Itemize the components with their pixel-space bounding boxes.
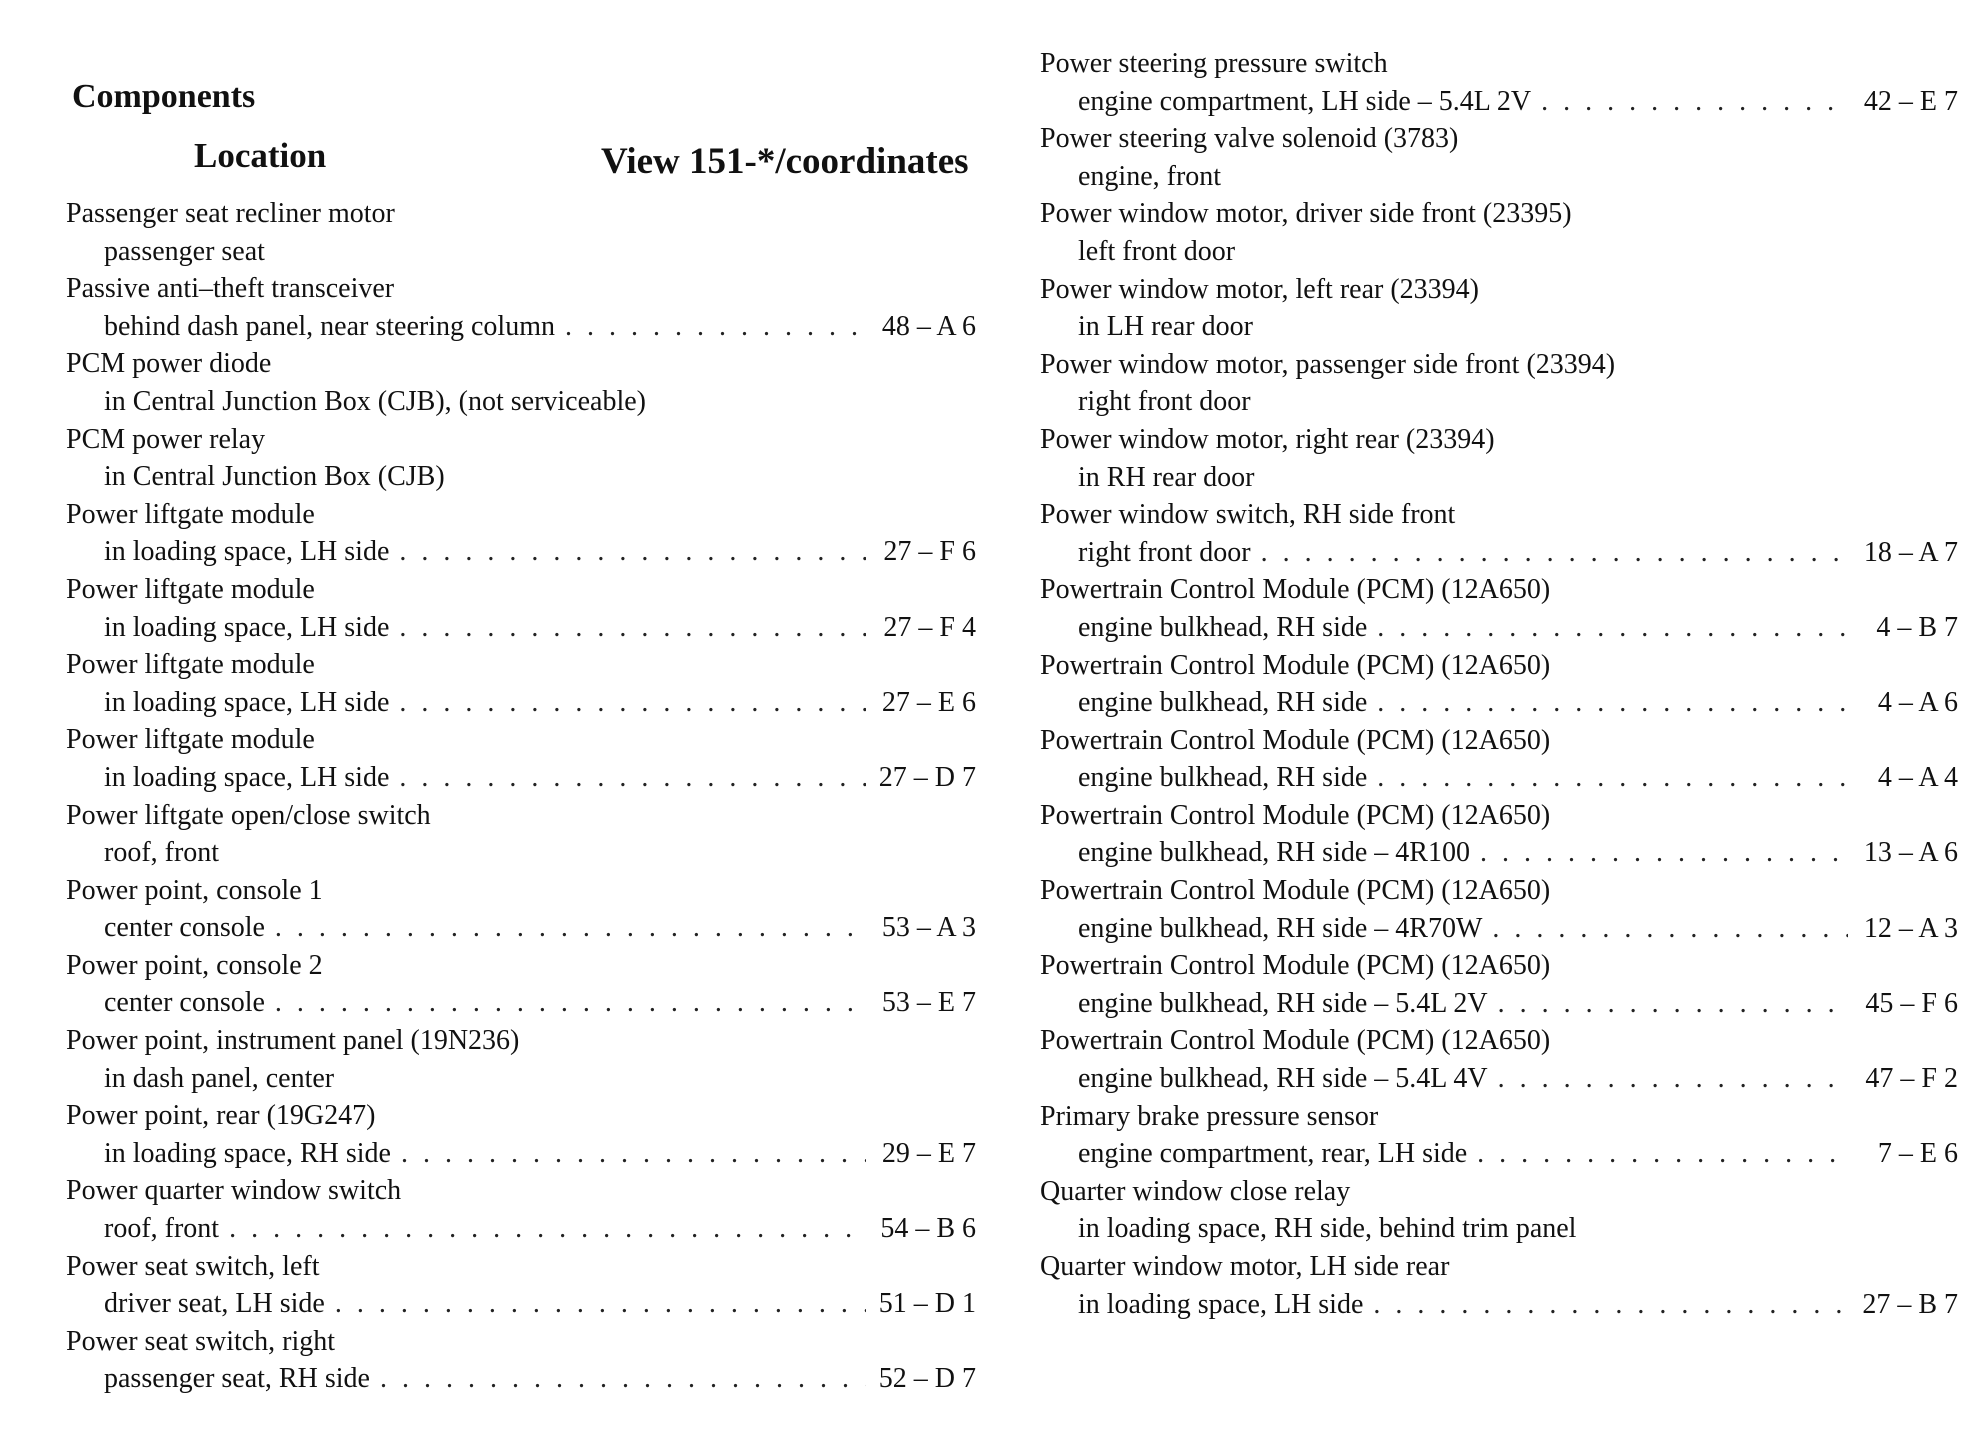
component-name: Powertrain Control Module (PCM) (12A650) — [1040, 799, 1551, 831]
component-entry — [66, 721, 976, 796]
component-entry — [66, 421, 976, 496]
view-coordinates: 48 – A 6 — [881, 310, 976, 342]
location-text: engine bulkhead, RH side – 5.4L 4V — [1078, 1063, 1488, 1095]
component-name: Power point, instrument panel (19N236) — [66, 1025, 520, 1057]
view-coordinates: 7 – E 6 — [1877, 1138, 1958, 1170]
view-coordinates: 29 – E 7 — [881, 1137, 976, 1169]
view-coordinates: 27 – B 7 — [1862, 1288, 1958, 1320]
view-coordinates: 27 – D 7 — [878, 761, 976, 793]
component-name: PCM power relay — [66, 423, 266, 455]
location-row — [66, 308, 976, 346]
component-entry — [66, 496, 976, 571]
component-name: Power window motor, passenger side front (23394) — [1040, 348, 1616, 380]
component-entry — [66, 797, 976, 872]
component-entry — [1040, 346, 1958, 421]
component-entry — [66, 1097, 976, 1172]
component-entry — [1040, 1173, 1958, 1248]
location-row — [1040, 308, 1958, 346]
dot-leader — [1477, 1135, 1848, 1173]
location-text: roof, front — [104, 837, 220, 869]
location-text: behind dash panel, near steering column — [104, 310, 555, 342]
dot-leader — [380, 1360, 866, 1398]
location-text: engine compartment, LH side – 5.4L 2V — [1078, 85, 1532, 117]
location-text: in dash panel, center — [104, 1062, 335, 1094]
component-entry — [1040, 947, 1958, 1022]
dot-leader — [1261, 534, 1848, 572]
component-name: Powertrain Control Module (PCM) (12A650) — [1040, 649, 1551, 681]
location-row — [1040, 684, 1958, 722]
location-row — [1040, 834, 1958, 872]
dot-leader — [1541, 83, 1848, 121]
dot-leader — [275, 984, 866, 1022]
component-entry — [1040, 45, 1958, 120]
component-entry — [1040, 1022, 1958, 1097]
location-text: engine bulkhead, RH side – 5.4L 2V — [1078, 987, 1488, 1019]
dot-leader — [565, 308, 866, 346]
location-row — [66, 984, 976, 1022]
dot-leader — [399, 759, 866, 797]
component-name: Powertrain Control Module (PCM) (12A650) — [1040, 574, 1551, 606]
location-text: engine, front — [1078, 160, 1222, 192]
location-text: in loading space, RH side — [104, 1137, 391, 1169]
component-name: Quarter window close relay — [1040, 1175, 1351, 1207]
component-entry — [66, 646, 976, 721]
location-text: engine compartment, rear, LH side — [1078, 1138, 1468, 1170]
location-row — [1040, 1210, 1958, 1248]
dot-leader — [399, 684, 866, 722]
location-row — [66, 609, 976, 647]
dot-leader — [1377, 759, 1848, 797]
view-coordinates: 13 – A 6 — [1863, 837, 1958, 869]
component-name: Power window switch, RH side front — [1040, 499, 1456, 531]
location-row — [1040, 83, 1958, 121]
location-text: center console — [104, 912, 265, 944]
component-entry — [66, 1323, 976, 1398]
component-entry — [66, 345, 976, 420]
dot-leader — [1492, 910, 1848, 948]
location-row — [1040, 985, 1958, 1023]
component-name: Powertrain Control Module (PCM) (12A650) — [1040, 1025, 1551, 1057]
location-row — [66, 759, 976, 797]
component-entry — [1040, 496, 1958, 571]
location-row — [66, 1285, 976, 1323]
component-name: Powertrain Control Module (PCM) (12A650) — [1040, 875, 1551, 907]
left-entries-list — [66, 195, 976, 1398]
component-name: Powertrain Control Module (PCM) (12A650) — [1040, 950, 1551, 982]
location-row — [1040, 383, 1958, 421]
view-coordinates: 27 – E 6 — [881, 686, 976, 718]
component-entry — [66, 872, 976, 947]
component-name: Power point, rear (19G247) — [66, 1100, 376, 1132]
component-name: Power window motor, driver side front (23395) — [1040, 198, 1572, 230]
component-name: Power seat switch, left — [66, 1250, 320, 1282]
location-row — [66, 1135, 976, 1173]
location-row — [1040, 534, 1958, 572]
component-name: PCM power diode — [66, 348, 272, 380]
component-name: Power steering valve solenoid (3783) — [1040, 123, 1459, 155]
component-entry — [1040, 120, 1958, 195]
location-text: in loading space, LH side — [1078, 1288, 1364, 1320]
location-text: in loading space, LH side — [104, 761, 390, 793]
location-row — [66, 533, 976, 571]
component-entry — [1040, 571, 1958, 646]
view-coordinates: 12 – A 3 — [1863, 912, 1958, 944]
component-name: Power liftgate open/close switch — [66, 799, 431, 831]
location-row — [66, 458, 976, 496]
dot-leader — [275, 909, 866, 947]
location-row — [1040, 1060, 1958, 1098]
view-coordinates: 27 – F 4 — [883, 611, 976, 643]
dot-leader — [399, 609, 866, 647]
location-row — [1040, 910, 1958, 948]
component-entry — [1040, 271, 1958, 346]
location-row — [1040, 1135, 1958, 1173]
view-coordinates: 51 – D 1 — [878, 1288, 976, 1320]
component-name: Power seat switch, right — [66, 1325, 336, 1357]
component-name: Power point, console 1 — [66, 874, 323, 906]
component-name: Passive anti–theft transceiver — [66, 273, 395, 305]
component-name: Power liftgate module — [66, 649, 315, 681]
view-coordinates: 52 – D 7 — [878, 1363, 976, 1395]
component-name: Primary brake pressure sensor — [1040, 1100, 1379, 1132]
location-row — [1040, 233, 1958, 271]
component-name: Passenger seat recliner motor — [66, 198, 395, 229]
component-name: Power window motor, left rear (23394) — [1040, 273, 1479, 305]
dot-leader — [1373, 1286, 1848, 1324]
location-text: in Central Junction Box (CJB), (not serviceable) — [104, 385, 646, 417]
component-entry — [1040, 797, 1958, 872]
view-coordinates-column-heading: View 151-*/coordinates — [601, 141, 969, 182]
location-text: driver seat, LH side — [104, 1288, 325, 1320]
dot-leader — [1377, 609, 1848, 647]
dot-leader — [399, 533, 866, 571]
location-text: roof, front — [104, 1213, 220, 1245]
location-text: engine bulkhead, RH side – 4R70W — [1078, 912, 1483, 944]
component-entry — [66, 571, 976, 646]
component-entry — [1040, 421, 1958, 496]
location-text: in loading space, LH side — [104, 611, 390, 643]
right-entries-list — [1040, 45, 1958, 1323]
location-text: right front door — [1078, 536, 1251, 568]
component-name: Quarter window motor, LH side rear — [1040, 1251, 1450, 1282]
component-name: Powertrain Control Module (PCM) (12A650) — [1040, 724, 1551, 756]
location-text: passenger seat, RH side — [104, 1363, 370, 1395]
location-text: in loading space, LH side — [104, 536, 390, 568]
view-coordinates: 42 – E 7 — [1863, 85, 1958, 117]
view-coordinates: 4 – A 4 — [1877, 762, 1958, 794]
location-row — [66, 1360, 976, 1398]
location-text: left front door — [1078, 235, 1236, 267]
dot-leader — [401, 1135, 866, 1173]
component-entry — [1040, 647, 1958, 722]
location-text: in RH rear door — [1078, 461, 1255, 493]
dot-leader — [1498, 1060, 1848, 1098]
component-entry — [66, 1172, 976, 1247]
component-entry — [1040, 1098, 1958, 1173]
dot-leader — [1498, 985, 1848, 1023]
view-coordinates: 47 – F 2 — [1865, 1063, 1958, 1095]
dot-leader — [335, 1285, 866, 1323]
dot-leader — [1377, 684, 1848, 722]
component-name: Power window motor, right rear (23394) — [1040, 423, 1495, 455]
component-entry — [1040, 195, 1958, 270]
view-coordinates: 53 – A 3 — [881, 912, 976, 944]
location-row — [1040, 158, 1958, 196]
component-entry — [66, 195, 976, 270]
component-entry — [1040, 872, 1958, 947]
view-coordinates: 27 – F 6 — [883, 536, 976, 568]
component-name: Power liftgate module — [66, 573, 315, 605]
location-row — [66, 383, 976, 421]
location-text: in LH rear door — [1078, 311, 1253, 343]
location-row — [1040, 759, 1958, 797]
location-row — [66, 684, 976, 722]
component-name: Power liftgate module — [66, 724, 315, 756]
location-row — [66, 1060, 976, 1098]
location-text: engine bulkhead, RH side – 4R100 — [1078, 837, 1470, 869]
component-name: Power quarter window switch — [66, 1175, 402, 1207]
view-coordinates: 4 – A 6 — [1877, 687, 1958, 719]
location-row — [1040, 1286, 1958, 1324]
component-name: Power liftgate module — [66, 498, 315, 530]
component-entry — [66, 1248, 976, 1323]
location-row — [66, 834, 976, 872]
dot-leader — [229, 1210, 866, 1248]
component-entry — [1040, 722, 1958, 797]
component-entry — [1040, 1248, 1958, 1323]
location-row — [66, 909, 976, 947]
component-name: Power point, console 2 — [66, 949, 323, 981]
location-row — [66, 1210, 976, 1248]
component-entry — [66, 1022, 976, 1097]
view-coordinates: 45 – F 6 — [1865, 987, 1958, 1019]
location-text: in loading space, RH side, behind trim panel — [1078, 1213, 1577, 1245]
location-column-heading: Location — [194, 136, 327, 175]
location-text: right front door — [1078, 386, 1251, 418]
location-text: engine bulkhead, RH side — [1078, 762, 1368, 794]
location-text: center console — [104, 987, 265, 1019]
dot-leader — [1480, 834, 1848, 872]
location-text: in loading space, LH side — [104, 686, 390, 718]
component-entry — [66, 270, 976, 345]
location-row — [1040, 609, 1958, 647]
view-coordinates: 53 – E 7 — [881, 987, 976, 1019]
view-coordinates: 54 – B 6 — [880, 1213, 976, 1245]
view-coordinates: 4 – B 7 — [1876, 611, 1958, 643]
location-text: engine bulkhead, RH side — [1078, 611, 1368, 643]
view-coordinates: 18 – A 7 — [1863, 536, 1958, 568]
location-text: passenger seat — [104, 235, 265, 267]
location-text: in Central Junction Box (CJB) — [104, 461, 445, 493]
location-row — [1040, 459, 1958, 497]
component-entry — [66, 947, 976, 1022]
location-row — [66, 233, 976, 271]
component-name: Power steering pressure switch — [1040, 48, 1388, 79]
location-text: engine bulkhead, RH side — [1078, 687, 1368, 719]
components-heading: Components — [72, 78, 256, 115]
